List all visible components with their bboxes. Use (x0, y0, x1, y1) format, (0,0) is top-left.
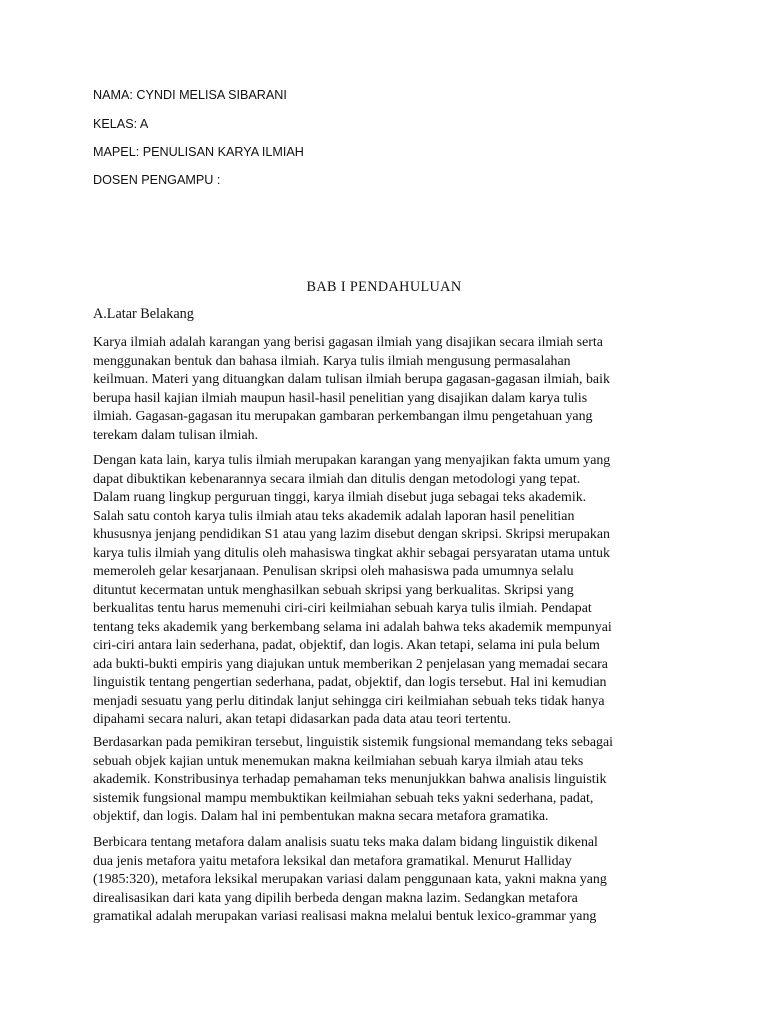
text-line: Berdasarkan pada pemikiran tersebut, linguistik sistemik fungsional memandang teks sebagai (93, 735, 613, 750)
text-line: berkualitas tentu harus memenuhi ciri-ciri keilmiahan sebuah karya tulis ilmiah. Pendapat (93, 601, 592, 616)
chapter-title: BAB I PENDAHULUAN (306, 279, 462, 295)
paragraph-2 (93, 452, 683, 730)
lecturer-info: DOSEN PENGAMPU : (93, 173, 221, 187)
text-line: terekam dalam tulisan ilmiah. (93, 427, 259, 443)
text-line: karya tulis ilmiah yang ditulis oleh mahasiswa tingkat akhir sebagai persyaratan utama untuk (93, 545, 610, 561)
text-line: (1985:320), metafora leksikal merupakan variasi dalam penggunaan kata, yakni makna yang (93, 872, 607, 887)
text-line: ada bukti-bukti empiris yang diajukan untuk memberikan 2 penjelasan yang memadai secara (93, 656, 608, 672)
text-line: ilmiah. Gagasan-gagasan itu merupakan gambaran perkembangan ilmu pengetahuan yang (93, 409, 593, 424)
text-line: menjadi sesuatu yang perlu ditindak lanjut sehingga ciri keilmiahan sebuah teks tidak hanya (93, 693, 605, 709)
section-title: A.Latar Belakang (93, 306, 194, 322)
text-line: keilmuan. Materi yang dituangkan dalam tulisan ilmiah berupa gagasan-gagasan ilmiah, baik (93, 372, 610, 387)
text-line: Salah satu contoh karya tulis ilmiah atau teks akademik adalah laporan hasil penelitian (93, 508, 575, 524)
text-line: Dengan kata lain, karya tulis ilmiah merupakan karangan yang menyajikan fakta umum yang (93, 453, 611, 468)
text-line: sebuah objek kajian untuk menemukan makna keilmiahan sebuah karya ilmiah atau teks (93, 753, 584, 769)
text-line: sistemik fungsional mampu membuktikan keilmiahan sebuah teks yakni sederhana, padat, (93, 790, 594, 806)
text-line: khususnya jenjang pendidikan S1 atau yang lazim disebut dengan skripsi. Skripsi merupakan (93, 527, 610, 542)
class-info: KELAS: A (93, 117, 149, 131)
text-line: objektif, dan logis. Dalam hal ini pembentukan makna secara metafora gramatika. (93, 809, 549, 824)
text-line: direalisasikan dari kata yang dipilih berbeda dengan makna lazim. Sedangkan metafora (93, 890, 578, 906)
text-line: menggunakan bentuk dan bahasa ilmiah. Karya tulis ilmiah mengusung permasalahan (93, 353, 571, 369)
text-line: ciri-ciri antara lain sederhana, padat, objektif, dan logis. Akan tetapi, selama ini pula belum (93, 638, 600, 653)
text-line: memeroleh gelar kesarjanaan. Penulisan skripsi oleh mahasiswa pada umumnya selalu (93, 564, 574, 579)
text-line: akademik. Konstribusinya terhadap pemahaman teks menunjukkan bahwa analisis linguistik (93, 772, 607, 787)
text-line: dua jenis metafora yaitu metafora leksikal dan metafora gramatikal. Menurut Halliday (93, 853, 572, 869)
text-line: tentang teks akademik yang berkembang selama ini adalah bahwa teks akademik mempunyai (93, 619, 612, 635)
paragraph-3 (93, 734, 683, 827)
text-line: dituntut kecermatan untuk menghasilkan sebuah skripsi yang berkualitas. Skripsi yang (93, 582, 574, 598)
text-line: dipahami secara naluri, akan tetapi didasarkan pada data atau teori tertentu. (93, 712, 512, 727)
text-line: Karya ilmiah adalah karangan yang berisi gagasan ilmiah yang disajikan secara ilmiah serta (93, 335, 603, 350)
student-name: NAMA: CYNDI MELISA SIBARANI (93, 88, 287, 102)
subject-info: MAPEL: PENULISAN KARYA ILMIAH (93, 145, 304, 159)
text-line: linguistik tentang pengertian sederhana, padat, objektif, dan logis tersebut. Hal ini kemudian (93, 675, 607, 690)
paragraph-1 (93, 334, 683, 445)
text-line: dapat dibuktikan kebenarannya secara ilmiah dan ditulis dengan metodologi yang tepat. (93, 471, 581, 487)
text-line: gramatikal adalah merupakan variasi realisasi makna melalui bentuk lexico-grammar yang (93, 909, 597, 924)
text-line: Dalam ruang lingkup perguruan tinggi, karya ilmiah disebut juga sebagai teks akademik. (93, 490, 587, 505)
paragraph-4 (93, 834, 683, 927)
text-line: Berbicara tentang metafora dalam analisis suatu teks maka dalam bidang linguistik dikenal (93, 835, 598, 850)
text-line: berupa hasil kajian ilmiah maupun hasil-hasil penelitian yang disajikan dalam karya tulis (93, 390, 588, 406)
